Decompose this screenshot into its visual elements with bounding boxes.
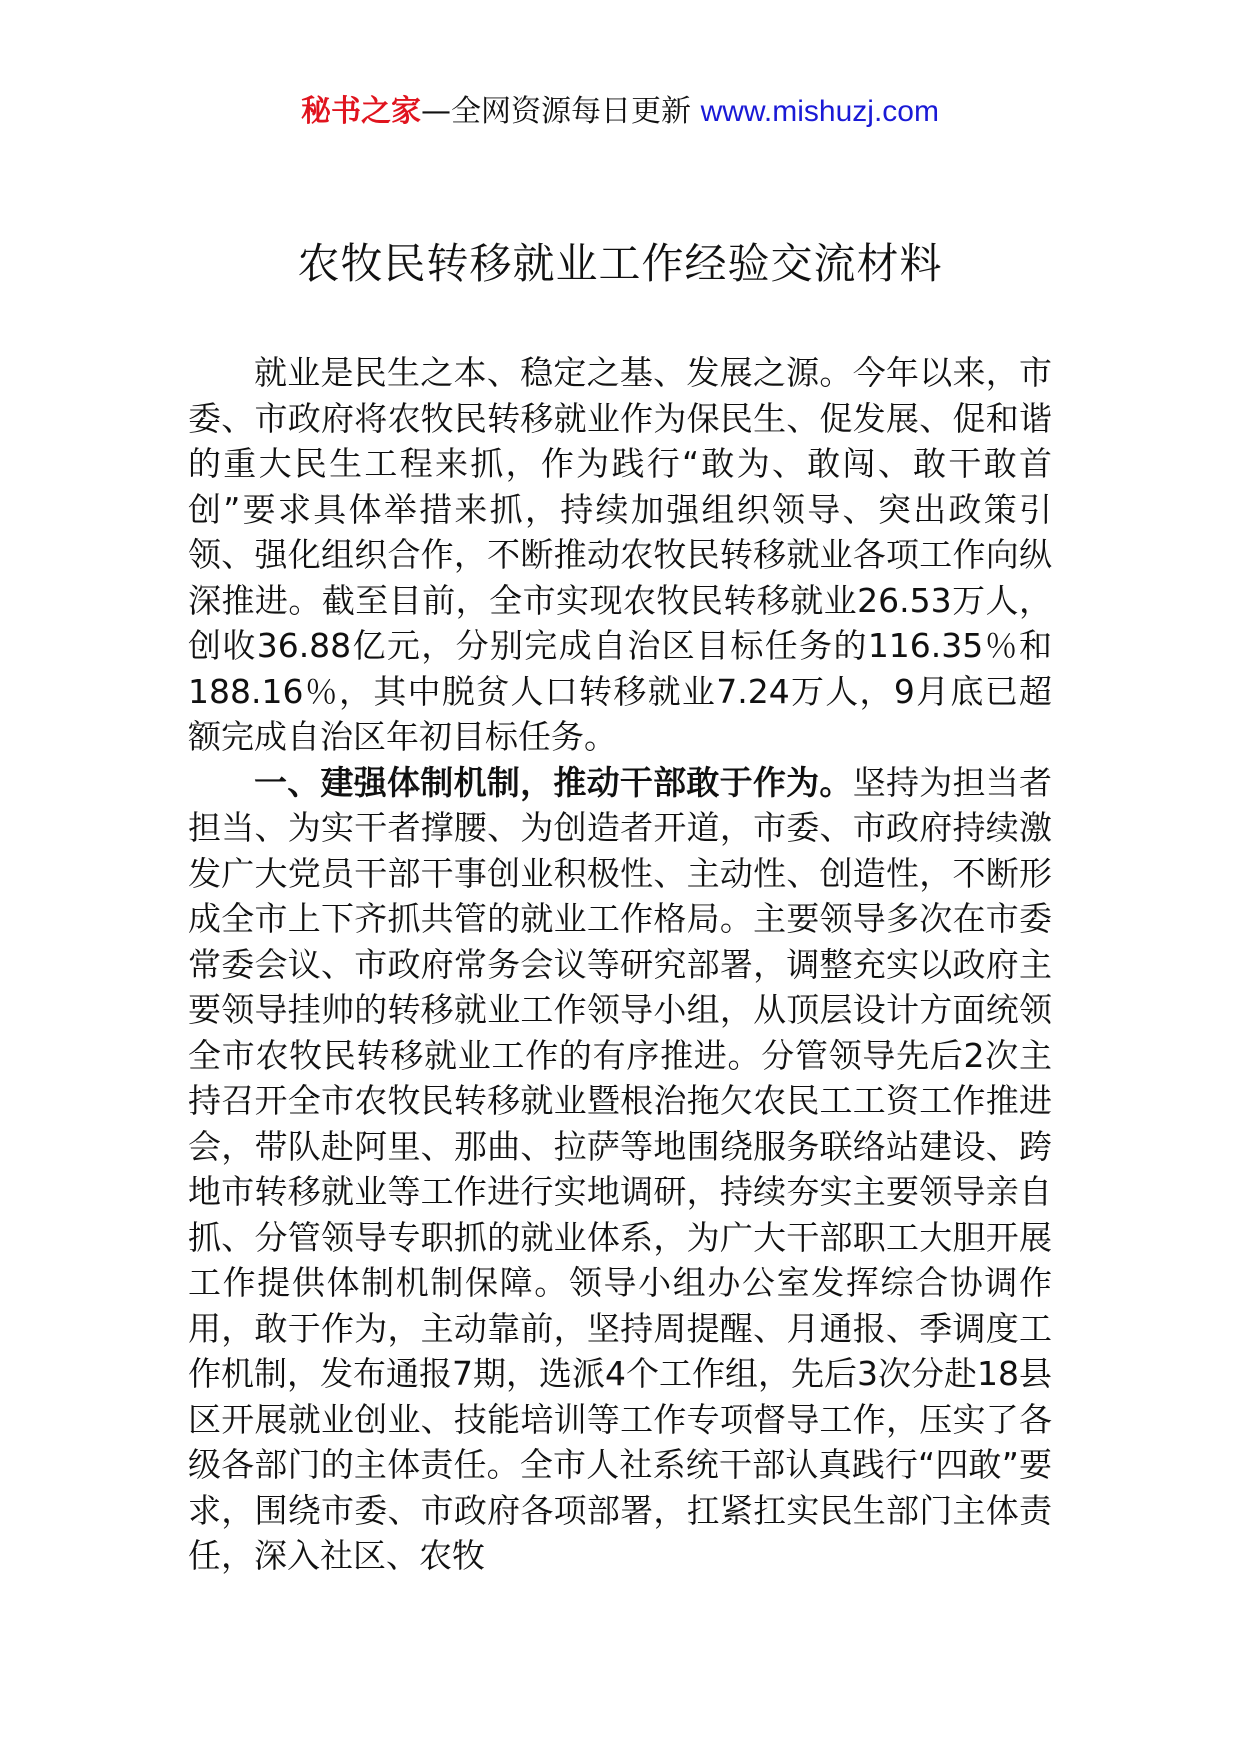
site-url-link[interactable]: www.mishuzj.com	[700, 95, 939, 128]
document-body	[188, 350, 1052, 1579]
paragraph-intro	[188, 350, 1052, 760]
brand-name: 秘书之家	[301, 94, 422, 129]
paragraph-text: 就业是民生之本、稳定之基、发展之源。今年以来，市委、市政府将农牧民转移就业作为保民生、促发展、促和谐的重大民生工程来抓，作为践行“敢为、敢闯、敢干敢首创”要求具体举措来抓，持续加强组织领导、突出政策引领、强化组织合作，不断推动农牧民转移就业各项工作向纵深推进。截至目前，全市实现农牧民转移就业26.53万人，创收36.88亿元，分别完成自治区目标任务的116.35％和188.16％，其中脱贫人口转移就业7.24万人，9月底已超额完成自治区年初目标任务。	[188, 353, 1052, 756]
section-heading: 一、建强体制机制，推动干部敢于作为。	[254, 762, 853, 802]
header-tagline: —全网资源每日更新	[421, 94, 701, 129]
paragraph-text: 坚持为担当者担当、为实干者撑腰、为创造者开道，市委、市政府持续激发广大党员干部干事创业积极性、主动性、创造性，不断形成全市上下齐抓共管的就业工作格局。主要领导多次在市委常委会议、市政府常务会议等研究部署，调整充实以政府主要领导挂帅的转移就业工作领导小组，从顶层设计方面统领全市农牧民转移就业工作的有序推进。分管领导先后2次主持召开全市农牧民转移就业暨根治拖欠农民工工资工作推进会，带队赴阿里、那曲、拉萨等地围绕服务联络站建设、跨地市转移就业等工作进行实地调研，持续夯实主要领导亲自抓、分管领导专职抓的就业体系，为广大干部职工大胆开展工作提供体制机制保障。领导小组办公室发挥综合协调作用，敢于作为，主动靠前，坚持周提醒、月通报、季调度工作机制，发布通报7期，选派4个工作组，先后3次分赴18县区开展就业创业、技能培训等工作专项督导工作，压实了各级各部门的主体责任。全市人社系统干部认真践行“四敢”要求，围绕市委、市政府各项部署，扛紧扛实民生部门主体责任，深入社区、农牧	[188, 762, 1053, 1575]
paragraph-section-one	[188, 760, 1052, 1579]
document-title: 农牧民转移就业工作经验交流材料	[297, 239, 943, 288]
site-header	[0, 92, 1240, 132]
